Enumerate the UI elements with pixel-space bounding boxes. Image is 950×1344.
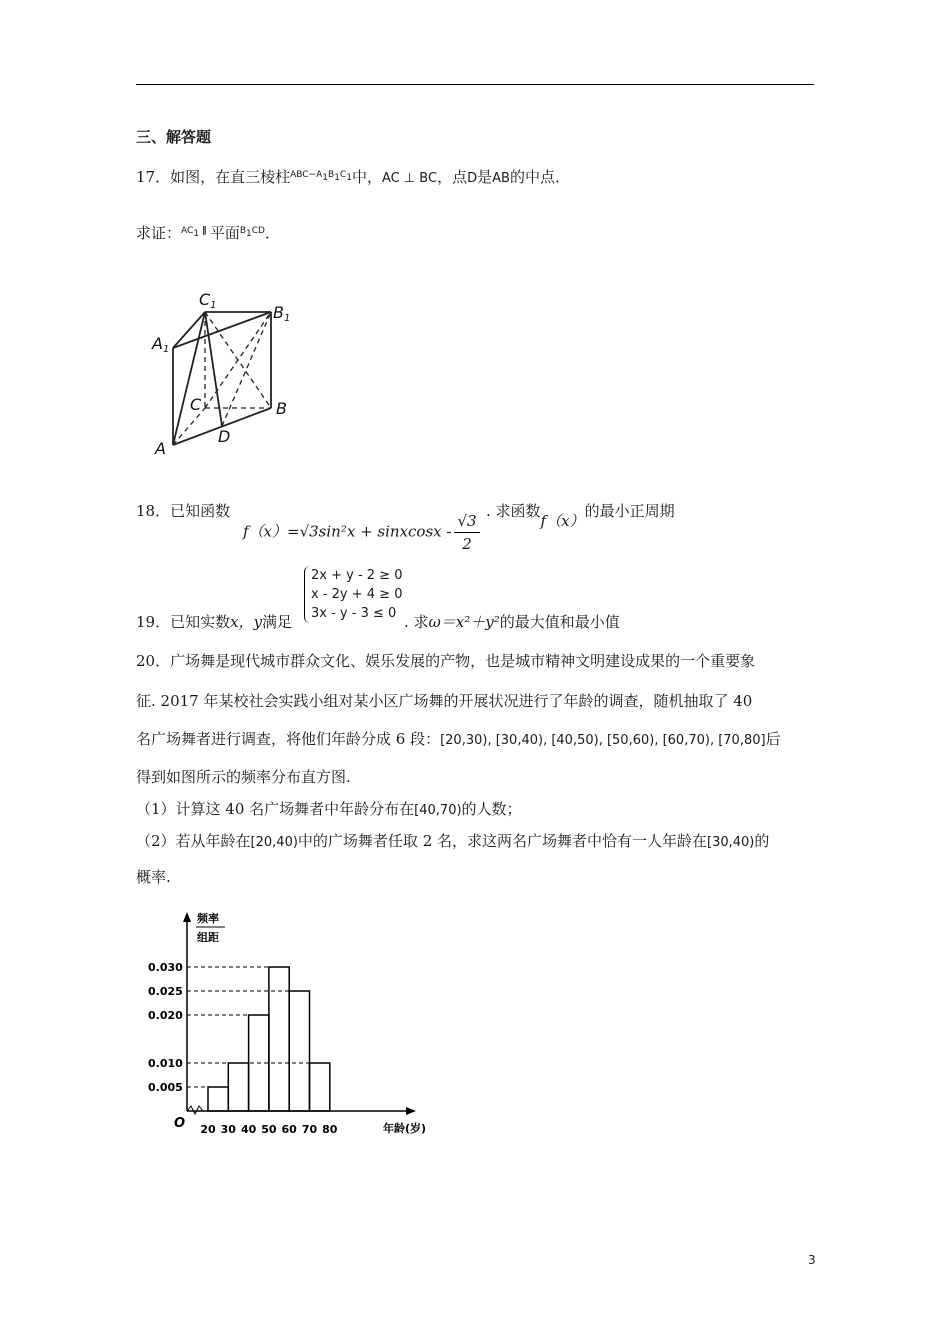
q19-omega: ω＝x²＋y² — [428, 613, 500, 631]
x-tick-label: 80 — [322, 1123, 338, 1136]
q17-text-b: 中， — [351, 168, 382, 186]
q20-line4: 得到如图所示的频率分布直方图. — [136, 768, 351, 786]
histogram-bar — [208, 1087, 228, 1111]
x-tick-label: 20 — [200, 1123, 216, 1136]
x-tick-label: 60 — [281, 1123, 297, 1136]
q19-text-a: 已知实数 — [170, 613, 231, 631]
page-number: 3 — [808, 1253, 816, 1267]
q20-part2 — [136, 830, 769, 854]
q17-text-e: 的中点． — [509, 168, 570, 186]
q20-p2c: 的 — [754, 832, 770, 850]
y-label-bottom: 组距 — [197, 931, 219, 944]
q19-vars: x，y — [230, 613, 263, 631]
x-tick-label: 30 — [220, 1123, 236, 1136]
q18-func: f（x）=√3sin²x + sinxcosx - — [243, 522, 452, 541]
y-tick-label: 0.025 — [148, 985, 183, 998]
label-c: C — [190, 395, 202, 414]
histogram-bar — [269, 967, 289, 1111]
q17-number: 17． — [136, 168, 171, 186]
y-tick-label: 0.005 — [148, 1081, 183, 1094]
label-b: B — [276, 399, 287, 418]
q17-text-d: 是 — [477, 168, 493, 186]
frequency-histogram — [140, 905, 450, 1145]
q20-line3b: 后 — [765, 730, 781, 748]
q17-statement — [136, 166, 570, 190]
q20-p1b: 的人数； — [461, 800, 522, 818]
q17-plane: 平面 — [209, 224, 240, 242]
q20-p1a: （1）计算这 40 名广场舞者中年龄分布在 — [136, 800, 415, 818]
q19-text-c: . 求 — [404, 613, 429, 631]
q19-ineq-3: 3x - y - 3 ≤ 0 — [311, 606, 397, 621]
q18-function — [243, 510, 483, 555]
label-c1: C1 — [199, 290, 217, 311]
q19-system — [304, 566, 402, 623]
q19-statement — [136, 611, 292, 633]
q19-ineq-2: x - 2y + 4 ≥ 0 — [311, 587, 403, 602]
x-tick-label: 40 — [240, 1123, 257, 1136]
q20-line1: 20．广场舞是现代城市群众文化、娱乐发展的产物，也是城市精神文明建设成果的一个重要象 — [136, 652, 756, 670]
y-axis-arrow — [183, 912, 191, 922]
q17-point-d: D — [467, 171, 478, 186]
q20-line-last: 概率. — [136, 868, 171, 886]
origin-label: O — [174, 1116, 186, 1131]
q18-text-c: 的最小正周期 — [584, 502, 675, 520]
x-label: 年龄(岁) — [383, 1122, 427, 1135]
header-rule — [136, 84, 814, 85]
label-a1: A1 — [152, 334, 170, 355]
q20-p1int: [40,70) — [414, 803, 462, 818]
q17-prism: ABC−A1B1C1 — [290, 169, 352, 183]
x-tick-label: 70 — [301, 1123, 318, 1136]
label-b1: B1 — [273, 303, 291, 324]
histogram-bar — [289, 991, 309, 1111]
q18-func2: f（x） — [540, 512, 585, 530]
x-tick-label: 50 — [261, 1123, 277, 1136]
histogram-bar — [310, 1063, 330, 1111]
q17-seg: AB — [492, 171, 510, 186]
histogram-bar — [228, 1063, 248, 1111]
q19-text-b: 满足 — [262, 613, 293, 631]
q17-text-c: ，点 — [437, 168, 468, 186]
prism-figure — [145, 285, 315, 460]
y-label-top: 频率 — [197, 912, 219, 925]
q19-tail — [404, 611, 620, 633]
label-d: D — [218, 427, 231, 446]
q18-text-b: . 求函数 — [486, 502, 541, 520]
q20-p2int1: [20,40) — [250, 835, 298, 850]
q17-end: ． — [264, 224, 280, 242]
axis-break — [187, 1106, 208, 1114]
q20-line3 — [136, 728, 781, 752]
q17-prove — [136, 222, 280, 246]
q17-b1cd: B1CD — [239, 225, 265, 239]
q18-statement — [136, 500, 230, 522]
q20-part1 — [136, 798, 522, 822]
q17-perp: AC ⊥ BC — [381, 171, 438, 186]
x-axis-arrow — [406, 1107, 416, 1115]
section-title: 三、解答题 — [136, 128, 212, 146]
q20-p2b: 中的广场舞者任取 2 名，求这两名广场舞者中恰有一人年龄在 — [297, 832, 708, 850]
q20-line3a: 名广场舞者进行调查，将他们年龄分成 6 段： — [136, 730, 441, 748]
label-a: A — [155, 439, 166, 458]
q20-p2a: （2）若从年龄在 — [136, 832, 251, 850]
q17-text-a: 如图，在直三棱柱 — [170, 168, 291, 186]
q19-ineq-1: 2x + y - 2 ≥ 0 — [311, 568, 403, 583]
y-tick-label: 0.010 — [148, 1057, 183, 1070]
q18-number: 18． — [136, 502, 171, 520]
q18-text-a: 已知函数 — [170, 502, 231, 520]
q17-ac1: AC1 ∥ — [181, 225, 210, 239]
q20-line2: 征. 2017 年某校社会实践小组对某小区广场舞的开展状况进行了年龄的调查，随机抽取了 40 — [136, 692, 753, 710]
q20-p2int2: [30,40) — [707, 835, 755, 850]
y-tick-label: 0.020 — [148, 1009, 183, 1022]
q18-fraction: $\frac{√3}{2}$ — [454, 510, 479, 555]
q19-text-d: 的最大值和最小值 — [499, 613, 620, 631]
q19-number: 19． — [136, 613, 171, 631]
q18-tail — [486, 500, 675, 530]
q17-prove-label: 求证： — [136, 224, 182, 242]
y-tick-label: 0.030 — [148, 961, 183, 974]
q20-intervals: [20,30), [30,40), [40,50), [50,60), [60,70), [70,80] — [440, 733, 766, 748]
